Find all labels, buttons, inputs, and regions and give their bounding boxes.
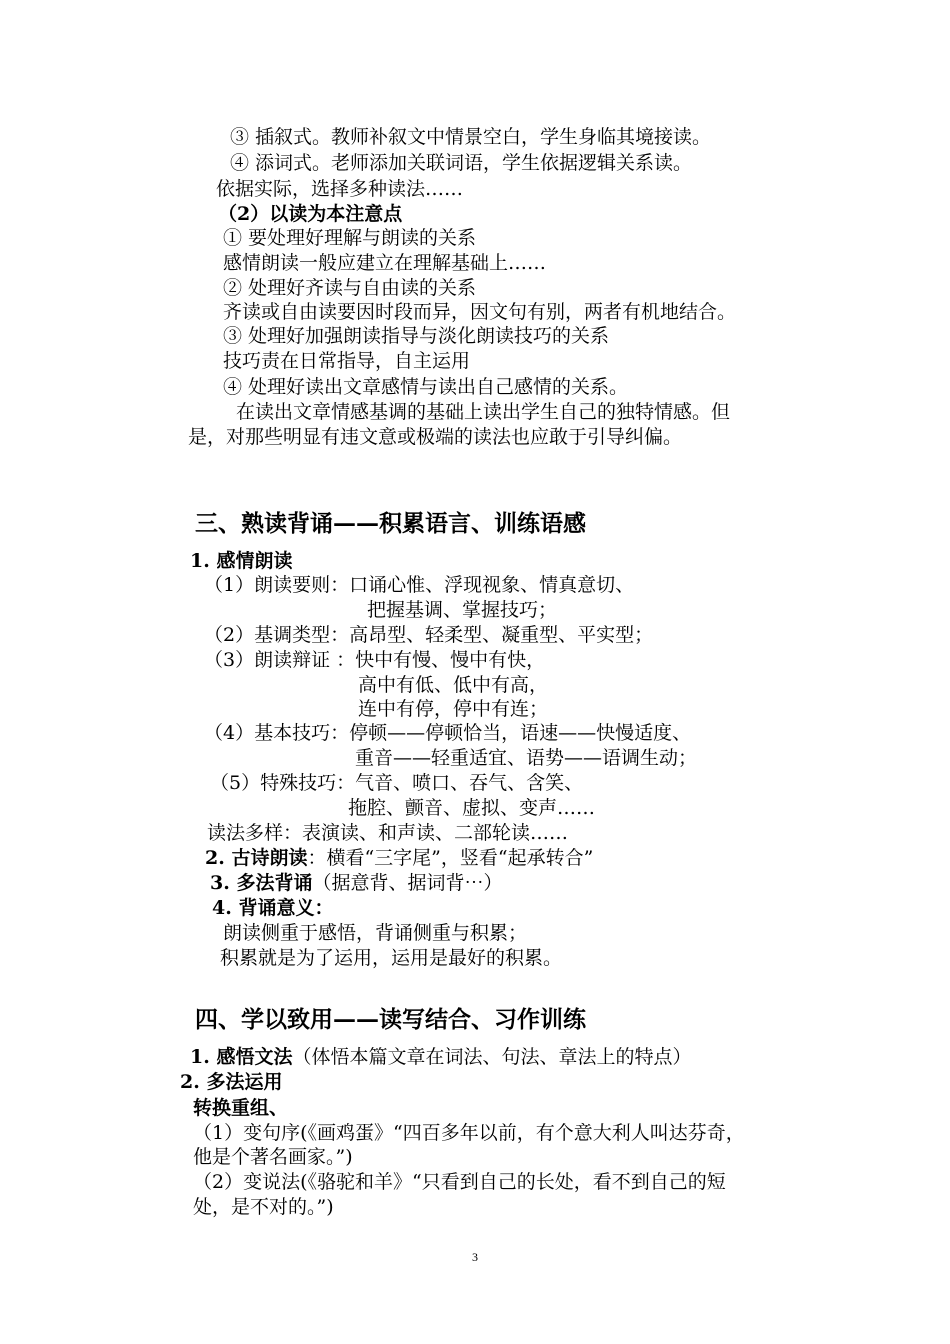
text-line: ① 要处理好理解与朗读的关系 <box>223 227 477 249</box>
text-line: 重音——轻重适宜、语势——语调生动； <box>355 747 698 769</box>
text-line: （体悟本篇文章在词法、句法、章法上的特点） <box>292 1046 692 1068</box>
text-line <box>190 1045 691 1069</box>
text-line: 把握基调、掌握技巧； <box>367 599 558 621</box>
text-line: （1）朗读要则：口诵心惟、浮现视象、情真意切、 <box>204 574 635 596</box>
text-line: 依据实际，选择多种读法…… <box>216 178 464 200</box>
subheading: 转换重组、 <box>193 1097 289 1119</box>
text-line: 他是个著名画家。”) <box>193 1146 353 1168</box>
text-line: 朗读侧重于感悟，背诵侧重与积累； <box>223 922 528 944</box>
text-line: 在读出文章情感基调的基础上读出学生自己的独特情感。但 <box>236 401 731 423</box>
text-line: 连中有停，停中有连； <box>358 698 549 720</box>
subheading: 4. 背诵意义： <box>212 897 334 919</box>
text-line: ③ 插叙式。教师补叙文中情景空白，学生身临其境接读。 <box>230 126 712 148</box>
text-line <box>205 846 593 870</box>
text-line: ：横看“三字尾”，竖看“起承转合” <box>307 847 594 869</box>
text-line: ④ 添词式。老师添加关联词语，学生依据逻辑关系读。 <box>230 152 693 174</box>
text-line: （4）基本技巧：停顿——停顿恰当，语速——快慢适度、 <box>204 722 692 744</box>
text-line: 拖腔、颤音、虚拟、变声…… <box>348 797 596 819</box>
text-line: 处，是不对的。”) <box>193 1196 334 1218</box>
text-line: 读法多样：表演读、和声读、二部轮读…… <box>207 822 569 844</box>
text-line <box>210 871 502 895</box>
subheading: 1. 感悟文法 <box>190 1046 293 1068</box>
subheading: 2. 古诗朗读 <box>205 847 308 869</box>
subheading: 2. 多法运用 <box>180 1071 283 1093</box>
subheading: 1. 感情朗读 <box>190 550 293 572</box>
text-line: ② 处理好齐读与自由读的关系 <box>223 277 477 299</box>
subheading: 3. 多法背诵 <box>210 872 313 894</box>
text-line: 高中有低、低中有高， <box>358 674 549 696</box>
text-line: （2）变说法(《骆驼和羊》“只看到自己的长处，看不到自己的短 <box>193 1171 726 1193</box>
text-line: 积累就是为了运用，运用是最好的积累。 <box>220 947 563 969</box>
text-line: ④ 处理好读出文章感情与读出自己感情的关系。 <box>223 376 629 398</box>
text-line: （1）变句序(《画鸡蛋》“四百多年以前，有个意大利人叫达芬奇， <box>193 1122 745 1144</box>
section-heading: 四、学以致用——读写结合、习作训练 <box>195 1006 586 1033</box>
text-line: 齐读或自由读要因时段而异，因文句有别，两者有机地结合。 <box>223 301 737 323</box>
subheading: （2）以读为本注意点 <box>218 203 403 225</box>
text-line: （5）特殊技巧：气音、喷口、吞气、含笑、 <box>210 772 584 794</box>
section-heading: 三、熟读背诵——积累语言、训练语感 <box>195 510 586 537</box>
text-line: （据意背、据词背⋯） <box>312 872 503 894</box>
text-line: 是，对那些明显有违文意或极端的读法也应敢于引导纠偏。 <box>188 426 683 448</box>
text-line: （3）朗读辩证 ：快中有慢、慢中有快， <box>204 649 546 671</box>
text-line: 技巧责在日常指导，自主运用 <box>223 350 471 372</box>
page-number: 3 <box>472 1250 478 1264</box>
text-line: （2）基调类型：高昂型、轻柔型、凝重型、平实型； <box>204 624 654 646</box>
text-line: ③ 处理好加强朗读指导与淡化朗读技巧的关系 <box>223 325 610 347</box>
text-line: 感情朗读一般应建立在理解基础上…… <box>223 252 547 274</box>
